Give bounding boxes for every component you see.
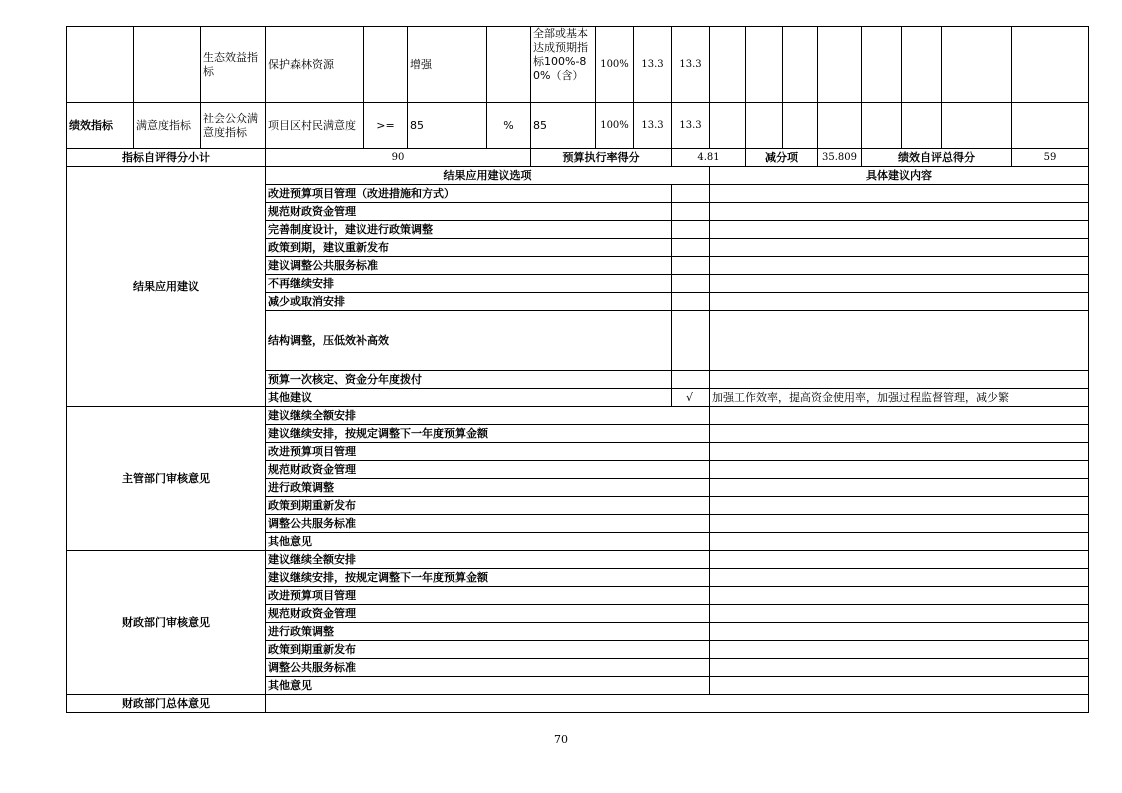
result-option-detail[interactable] (710, 275, 1089, 293)
result-option-label: 不再继续安排 (266, 275, 672, 293)
deduction-value: 35.809 (818, 149, 862, 167)
indicator-name: 保护森林资源 (266, 27, 364, 103)
result-option-detail[interactable] (710, 239, 1089, 257)
finance-option-detail[interactable] (710, 641, 1089, 659)
result-other-detail[interactable]: 加强工作效率，提高资金使用率，加强过程监督管理，减少繁 (710, 389, 1089, 407)
finance-option-detail[interactable] (710, 659, 1089, 677)
finance-option-detail[interactable] (710, 569, 1089, 587)
indicator-level2 (134, 27, 201, 103)
indicator-operator (364, 27, 408, 103)
indicator-level1: 绩效指标 (67, 103, 134, 149)
result-option-label: 建议调整公共服务标准 (266, 257, 672, 275)
result-options-header: 结果应用建议选项 (266, 167, 710, 185)
indicator-level3: 社会公众满意度指标 (201, 103, 266, 149)
result-option-detail[interactable] (710, 203, 1089, 221)
indicator-target: 增强 (408, 27, 487, 103)
result-option-check[interactable] (672, 185, 710, 203)
indicator-target: 85 (408, 103, 487, 149)
indicator-level2: 满意度指标 (134, 103, 201, 149)
supervisor-option-label: 进行政策调整 (266, 479, 710, 497)
supervisor-option-detail[interactable] (710, 479, 1089, 497)
indicator-operator: >= (364, 103, 408, 149)
supervisor-option-detail[interactable] (710, 515, 1089, 533)
result-option-detail[interactable] (710, 185, 1089, 203)
supervisor-option-label: 规范财政资金管理 (266, 461, 710, 479)
result-section-label: 结果应用建议 (67, 167, 266, 407)
finance-option-row (67, 551, 1089, 569)
supervisor-section-label: 主管部门审核意见 (67, 407, 266, 551)
supervisor-option-label: 其他意见 (266, 533, 710, 551)
finance-option-label: 建议继续安排，按规定调整下一年度预算金额 (266, 569, 710, 587)
indicator-score: 13.3 (672, 103, 710, 149)
result-option-detail[interactable] (710, 257, 1089, 275)
finance-option-label: 进行政策调整 (266, 623, 710, 641)
supervisor-option-label: 建议继续安排，按规定调整下一年度预算金额 (266, 425, 710, 443)
self-score-value: 90 (266, 149, 531, 167)
page-number: 70 (554, 733, 568, 746)
finance-option-detail[interactable] (710, 587, 1089, 605)
deduction-label: 减分项 (746, 149, 818, 167)
result-option-label: 减少或取消安排 (266, 293, 672, 311)
supervisor-option-detail[interactable] (710, 461, 1089, 479)
result-option-check[interactable] (672, 371, 710, 389)
indicator-actual: 85 (531, 103, 596, 149)
indicator-name: 项目区村民满意度 (266, 103, 364, 149)
supervisor-option-label: 调整公共服务标准 (266, 515, 710, 533)
supervisor-option-row (67, 407, 1089, 425)
result-option-label: 其他建议 (266, 389, 672, 407)
finance-option-label: 建议继续全额安排 (266, 551, 710, 569)
supervisor-option-label: 建议继续全额安排 (266, 407, 710, 425)
finance-option-detail[interactable] (710, 677, 1089, 695)
supervisor-option-detail[interactable] (710, 533, 1089, 551)
summary-row (67, 149, 1089, 167)
supervisor-option-label: 改进预算项目管理 (266, 443, 710, 461)
finance-option-label: 其他意见 (266, 677, 710, 695)
total-score-label: 绩效自评总得分 (862, 149, 1012, 167)
supervisor-option-detail[interactable] (710, 407, 1089, 425)
result-option-label: 完善制度设计，建议进行政策调整 (266, 221, 672, 239)
finance-section-label: 财政部门审核意见 (67, 551, 266, 695)
result-option-label: 结构调整，压低效补高效 (266, 311, 672, 371)
result-option-detail[interactable] (710, 371, 1089, 389)
indicator-completion: 100% (596, 27, 634, 103)
supervisor-option-label: 政策到期重新发布 (266, 497, 710, 515)
finance-overall-value[interactable] (266, 695, 1089, 713)
indicator-row (67, 27, 1089, 103)
finance-option-label: 政策到期重新发布 (266, 641, 710, 659)
result-option-detail[interactable] (710, 221, 1089, 239)
result-option-label: 预算一次核定、资金分年度拨付 (266, 371, 672, 389)
finance-option-label: 调整公共服务标准 (266, 659, 710, 677)
evaluation-table (66, 26, 1089, 713)
result-option-check[interactable] (672, 293, 710, 311)
finance-option-detail[interactable] (710, 551, 1089, 569)
supervisor-option-detail[interactable] (710, 443, 1089, 461)
supervisor-option-detail[interactable] (710, 497, 1089, 515)
finance-option-detail[interactable] (710, 605, 1089, 623)
result-option-check[interactable] (672, 203, 710, 221)
indicator-row (67, 103, 1089, 149)
self-score-label: 指标自评得分小计 (67, 149, 266, 167)
finance-option-detail[interactable] (710, 623, 1089, 641)
indicator-unit (487, 27, 531, 103)
result-option-detail[interactable] (710, 311, 1089, 371)
result-option-detail[interactable] (710, 293, 1089, 311)
result-option-check[interactable] (672, 257, 710, 275)
finance-option-label: 改进预算项目管理 (266, 587, 710, 605)
budget-rate-label: 预算执行率得分 (531, 149, 672, 167)
result-option-label: 规范财政资金管理 (266, 203, 672, 221)
result-option-label: 改进预算项目管理（改进措施和方式） (266, 185, 672, 203)
result-header-row (67, 167, 1089, 185)
finance-overall-row (67, 695, 1089, 713)
checkmark-icon[interactable]: √ (672, 389, 710, 407)
result-option-check[interactable] (672, 239, 710, 257)
indicator-actual: 全部或基本达成预期指标100%-80%（含） (531, 27, 596, 103)
indicator-unit: % (487, 103, 531, 149)
result-option-check[interactable] (672, 275, 710, 293)
result-option-check[interactable] (672, 221, 710, 239)
indicator-level3: 生态效益指标 (201, 27, 266, 103)
result-option-check[interactable] (672, 311, 710, 371)
indicator-level1 (67, 27, 134, 103)
finance-overall-label: 财政部门总体意见 (67, 695, 266, 713)
result-option-label: 政策到期，建议重新发布 (266, 239, 672, 257)
budget-rate-value: 4.81 (672, 149, 746, 167)
indicator-completion: 100% (596, 103, 634, 149)
total-score-value: 59 (1012, 149, 1089, 167)
indicator-weight: 13.3 (634, 27, 672, 103)
indicator-score: 13.3 (672, 27, 710, 103)
finance-option-label: 规范财政资金管理 (266, 605, 710, 623)
supervisor-option-detail[interactable] (710, 425, 1089, 443)
result-detail-header: 具体建议内容 (710, 167, 1089, 185)
indicator-weight: 13.3 (634, 103, 672, 149)
